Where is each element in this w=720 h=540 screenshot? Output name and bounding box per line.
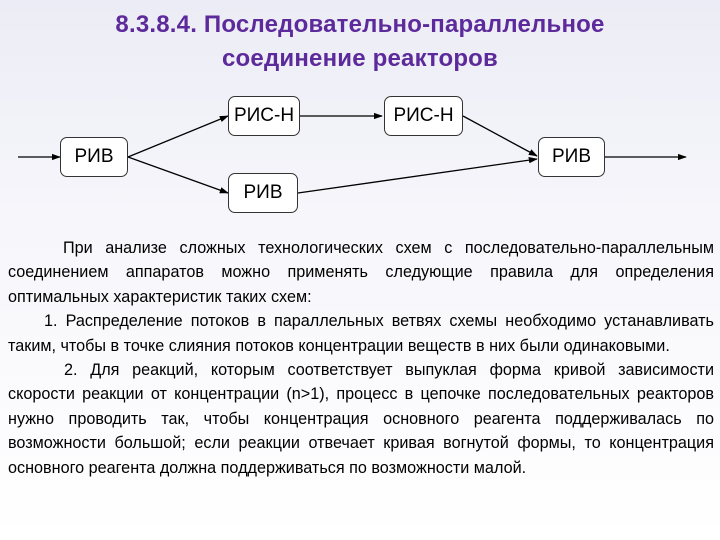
ris-2-label: РИС-Н [393,105,454,126]
paragraph-rule-1: 1. Распределение потоков в параллельных ветвях схемы необходимо устанавливать таким, чтобы в точке слияния потоков концентрации веществ в них были одинаковыми. [8,312,714,355]
rib-left-label: РИВ [74,146,114,167]
ris-box-1 [228,96,300,136]
body-text [8,236,714,480]
lower-to-merge-arrow [298,159,537,193]
title-line-1: 8.3.8.4. Последовательно-параллельное [115,11,605,38]
rib-box-left [60,137,128,177]
paragraph-intro: При анализе сложных технологических схем с последовательно-параллельным соединением аппаратов можно применять следующие правила для определения оптимальных характеристик таких схем: [8,239,714,306]
split-to-upper-arrow [128,116,228,157]
rib-box-right [538,137,605,177]
title-line-2: соединение реакторов [222,45,498,72]
paragraph-rule-2: 2. Для реакций, которым соответствует выпуклая форма кривой зависимости скорости реакции от концентрации (n>1), процесс в цепочке последовательных реакторов нужно проводить так, чтобы концентрация основного реагента поддерживалась по возможности большой; если реакции отвечает кривая вогнутой формы, то концентрация основного реагента должна поддерживаться по возможности малой. [8,361,714,477]
split-to-lower-arrow [128,157,228,193]
rib-bottom-label: РИВ [243,182,283,203]
page-title [0,8,720,76]
ris-box-2 [384,96,463,136]
ris-1-label: РИС-Н [233,105,295,126]
rib-box-bottom [228,173,298,213]
rib-right-label: РИВ [551,146,591,167]
upper-to-merge-arrow [463,116,537,156]
